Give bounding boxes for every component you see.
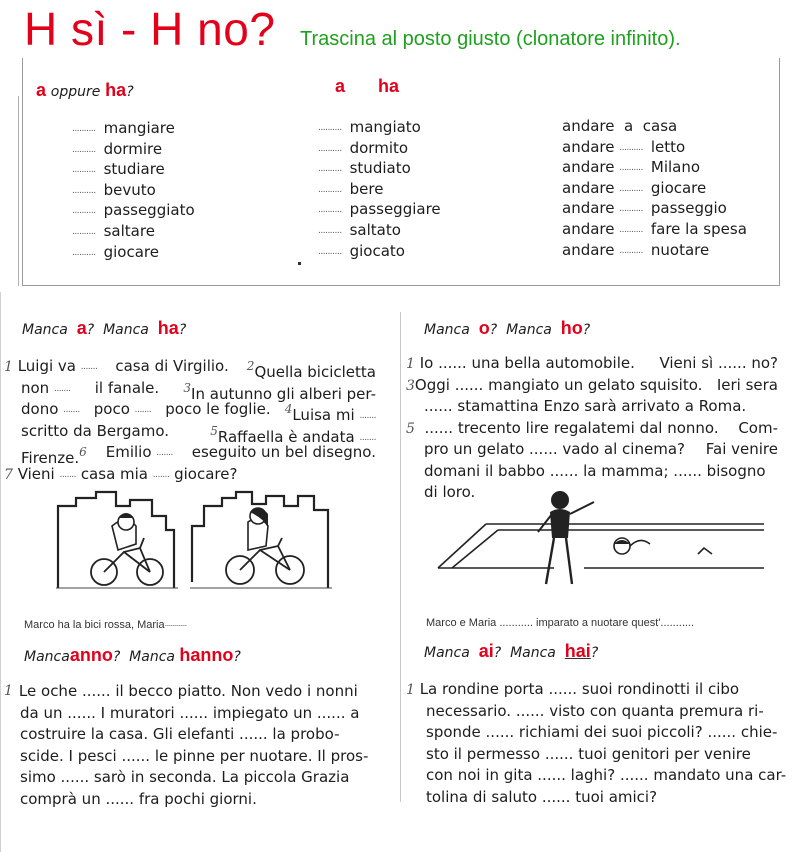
instructions-text: Trascina al posto giusto (clonatore infinito). <box>300 28 681 50</box>
prompt-a: a <box>36 80 47 100</box>
text-line: ...... stamattina Enzo sarà arrivato a Roma. <box>424 397 747 415</box>
text-line: da un ...... I muratori ...... impiegato un ...... a <box>20 703 360 722</box>
text-line: sto il permesso ...... tuoi genitori per venire <box>426 744 751 763</box>
drag-token-o[interactable]: o <box>478 318 490 338</box>
list-item[interactable]: .......... studiare <box>72 160 165 179</box>
drag-token-ha-2[interactable]: ha <box>157 318 179 338</box>
list-item[interactable]: .......... saltare <box>72 221 155 240</box>
list-item[interactable]: .......... passeggiato <box>72 201 195 220</box>
list-item[interactable]: andare .......... letto <box>562 137 686 156</box>
list-item[interactable]: andare .......... passeggio <box>562 199 727 218</box>
drag-token-a-2[interactable]: a <box>76 318 87 338</box>
list-item[interactable]: .......... giocato <box>318 241 405 260</box>
text-line: simo ...... sarò in seconda. La piccola Grazia <box>20 768 350 786</box>
list-item[interactable]: .......... passeggiare <box>318 200 441 219</box>
text-line: tolina di saluto ...... tuoi amici? <box>426 787 658 806</box>
drag-token-ho[interactable]: ho <box>560 318 583 338</box>
list-item[interactable]: .......... bere <box>318 179 384 198</box>
section-a-heading: Manca a? Manca ha? <box>22 318 187 338</box>
list-item[interactable]: .......... studiato <box>318 159 411 178</box>
section-anno-heading: Mancaanno? Manca hanno? <box>24 645 241 665</box>
page-title: H sì - H no? <box>24 3 276 55</box>
section-o-heading: Manca o? Manca ho? <box>424 318 591 338</box>
list-item[interactable]: andare a casa <box>562 117 678 135</box>
list-item[interactable]: andare .......... fare la spesa <box>562 219 747 238</box>
column-divider <box>400 312 401 802</box>
section-anno-text <box>4 681 376 810</box>
list-item[interactable]: .......... giocare <box>72 242 159 261</box>
text-line: dono ....... poco ....... poco le foglie. $^4$Luisa mi ....... <box>21 400 376 424</box>
text-line: 1 Io ...... una bella automobile. Vieni sì ...... no? <box>406 354 778 372</box>
text-line: con noi in gita ...... laghi? ...... mandato una car- <box>426 766 787 784</box>
text-line: 5 ...... trecento lire regalatemi dal nonno. Com- <box>406 418 778 437</box>
image-caption: Marco ha la bici rossa, Maria........... <box>24 618 187 631</box>
text-line: non ....... il fanale. $^3$In autunno gli alberi per- <box>21 378 376 403</box>
text-line: costruire la casa. Gli elefanti ...... la probo- <box>20 725 340 743</box>
list-item[interactable]: .......... dormito <box>318 138 409 157</box>
text-line: 1 La rondine porta ...... suoi rondinotti il cibo <box>406 680 740 698</box>
prompt-ha: ha <box>105 80 127 100</box>
drag-token-anno[interactable]: anno <box>69 645 113 665</box>
text-line: 3Oggi ...... mangiato un gelato squisito. Ieri sera <box>406 375 778 394</box>
text-line: 1 Le oche ...... il becco piatto. Non vedo i nonni <box>4 682 358 700</box>
drag-token-ai[interactable]: ai <box>478 641 494 661</box>
drag-token-a[interactable]: a <box>335 76 346 96</box>
bicycle-illustration <box>52 486 336 598</box>
drag-token-hai[interactable]: hai <box>564 641 591 661</box>
list-item[interactable]: .......... saltato <box>318 220 401 239</box>
top-prompt <box>36 80 134 101</box>
section-ai-text <box>406 679 787 808</box>
list-item[interactable]: .......... bevuto <box>72 180 156 199</box>
section-o-text <box>406 353 778 504</box>
list-item[interactable]: andare .......... giocare <box>562 178 707 197</box>
drag-token-ha[interactable]: ha <box>378 76 400 96</box>
scan-edge-bottom-left <box>0 292 1 852</box>
text-line: 1 Luigi va ....... casa di Virgilio. $^2$Quella bicicletta <box>4 357 376 381</box>
text-line: scritto da Bergamo. $^5$Raffaella è andata ....... <box>21 421 376 446</box>
text-line: scide. I pesci ...... le pinne per nuotare. Il pros- <box>20 746 369 765</box>
image-caption: Marco e Maria ........... imparato a nuotare quest'........... <box>426 617 695 629</box>
drag-token-hanno[interactable]: hanno <box>179 645 234 665</box>
list-item[interactable]: .......... mangiato <box>318 118 421 136</box>
text-line: di loro. <box>424 483 476 501</box>
text-line: sponde ...... richiami dei suoi piccoli? ...... chie- <box>426 723 778 741</box>
text-line: pro un gelato ...... vado al cinema? Fai venire <box>424 440 778 458</box>
swimming-illustration <box>434 484 770 590</box>
section-ai-heading: Manca ai? Manca hai? <box>424 641 599 661</box>
scan-edge-left <box>18 96 19 286</box>
list-item[interactable]: .......... dormire <box>72 139 163 158</box>
list-item[interactable]: andare .......... Milano <box>562 158 701 177</box>
stray-mark <box>298 262 301 265</box>
word-list-col1 <box>72 118 195 262</box>
section-a-text <box>4 356 376 485</box>
word-list-col2 <box>318 117 441 261</box>
list-item[interactable]: andare .......... nuotare <box>562 240 710 259</box>
list-item[interactable]: .......... mangiare <box>72 119 175 137</box>
text-line: 7 Vieni ....... casa mia ....... giocare? <box>4 464 238 483</box>
prompt-q: ? <box>126 84 134 100</box>
word-list-col3 <box>562 116 747 260</box>
text-line: domani il babbo ...... la mamma; ...... bisogno <box>424 461 766 480</box>
text-line: necessario. ...... visto con quanta premura ri- <box>426 701 764 720</box>
text-line: comprà un ...... fra pochi giorni. <box>20 789 257 808</box>
text-line: Firenze.$^6$ Emilio ....... eseguito un bel disegno. <box>21 443 376 467</box>
prompt-oppure: oppure <box>50 84 101 100</box>
